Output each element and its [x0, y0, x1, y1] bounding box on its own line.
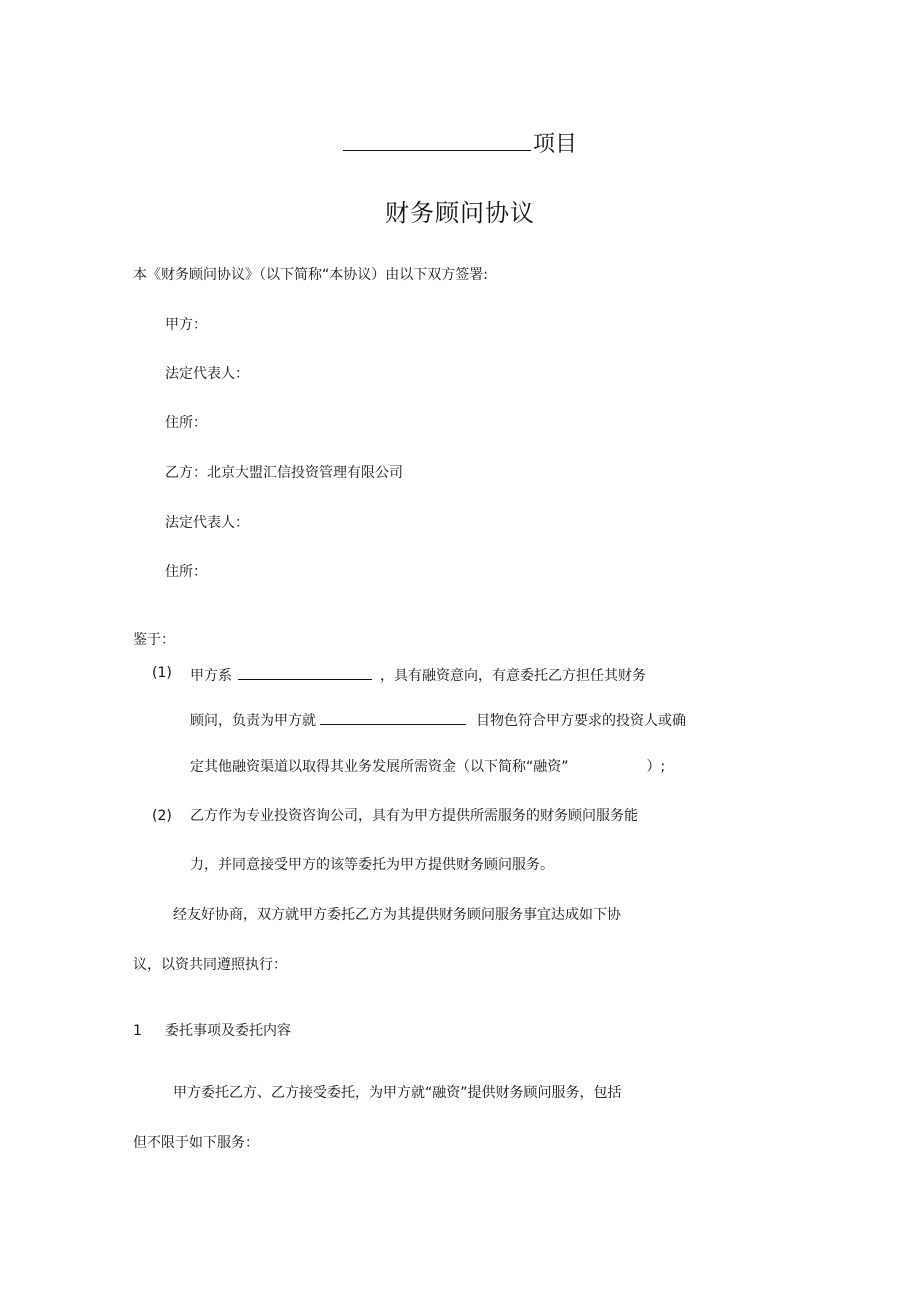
agreement-line1: 经友好协商，双方就甲方委托乙方为其提供财务顾问服务事宜达成如下协: [173, 907, 621, 923]
whereas-item1-line1-post: ，具有融资意向，有意委托乙方担任其财务: [380, 668, 646, 684]
section1-paragraph-line2: 但不限于如下服务：: [133, 1135, 259, 1151]
party-a-description-blank: [238, 663, 372, 680]
whereas-item1-line3-post: ）;: [646, 759, 666, 775]
project-blank: [320, 708, 466, 725]
whereas-item1-line3: [190, 757, 665, 777]
party-b-address-label: 住所：: [165, 564, 207, 580]
whereas-item1-line3-pre: 定其他融资渠道以取得其业务发展所需资金（以下简称“融资”: [190, 759, 569, 775]
whereas-heading: 鉴于：: [133, 632, 175, 648]
whereas-item1-line2-post: 目物色符合甲方要求的投资人或确: [476, 713, 686, 729]
party-b-label: 乙方：北京大盟汇信投资管理有限公司: [165, 465, 403, 481]
party-a-address-label: 住所：: [165, 415, 207, 431]
party-b-rep-label: 法定代表人：: [165, 515, 249, 531]
document-title: 财务顾问协议: [385, 199, 535, 227]
agreement-line2: 议，以资共同遵照执行：: [133, 957, 287, 973]
whereas-item2-line1: 乙方作为专业投资咨询公司，具有为甲方提供所需服务的财务顾问服务能: [190, 808, 638, 824]
party-a-label: 甲方：: [165, 317, 207, 333]
project-name-blank: [343, 128, 531, 151]
whereas-item2-number: (2): [152, 808, 172, 824]
whereas-item1-line1-pre: 甲方系: [190, 668, 232, 684]
section1-number: 1: [133, 1023, 142, 1039]
project-title: [0, 128, 920, 159]
intro-paragraph: 本《财务顾问协议》（以下简称“本协议）由以下双方签署:: [133, 267, 488, 283]
whereas-item1-number: (1): [152, 665, 172, 681]
party-a-rep-label: 法定代表人：: [165, 366, 249, 382]
whereas-item2-line2: 力，并同意接受甲方的该等委托为甲方提供财务顾问服务。: [190, 857, 554, 873]
whereas-item1-line1: [190, 663, 646, 686]
section1-paragraph-line1: 甲方委托乙方、乙方接受委托，为甲方就“融资”提供财务顾问服务，包括: [173, 1085, 622, 1101]
project-title-suffix: 项目: [532, 132, 577, 157]
section1-heading: 委托事项及委托内容: [165, 1023, 291, 1039]
whereas-item1-line2-pre: 顾问，负责为甲方就: [190, 713, 316, 729]
whereas-item1-line2: [190, 708, 686, 731]
